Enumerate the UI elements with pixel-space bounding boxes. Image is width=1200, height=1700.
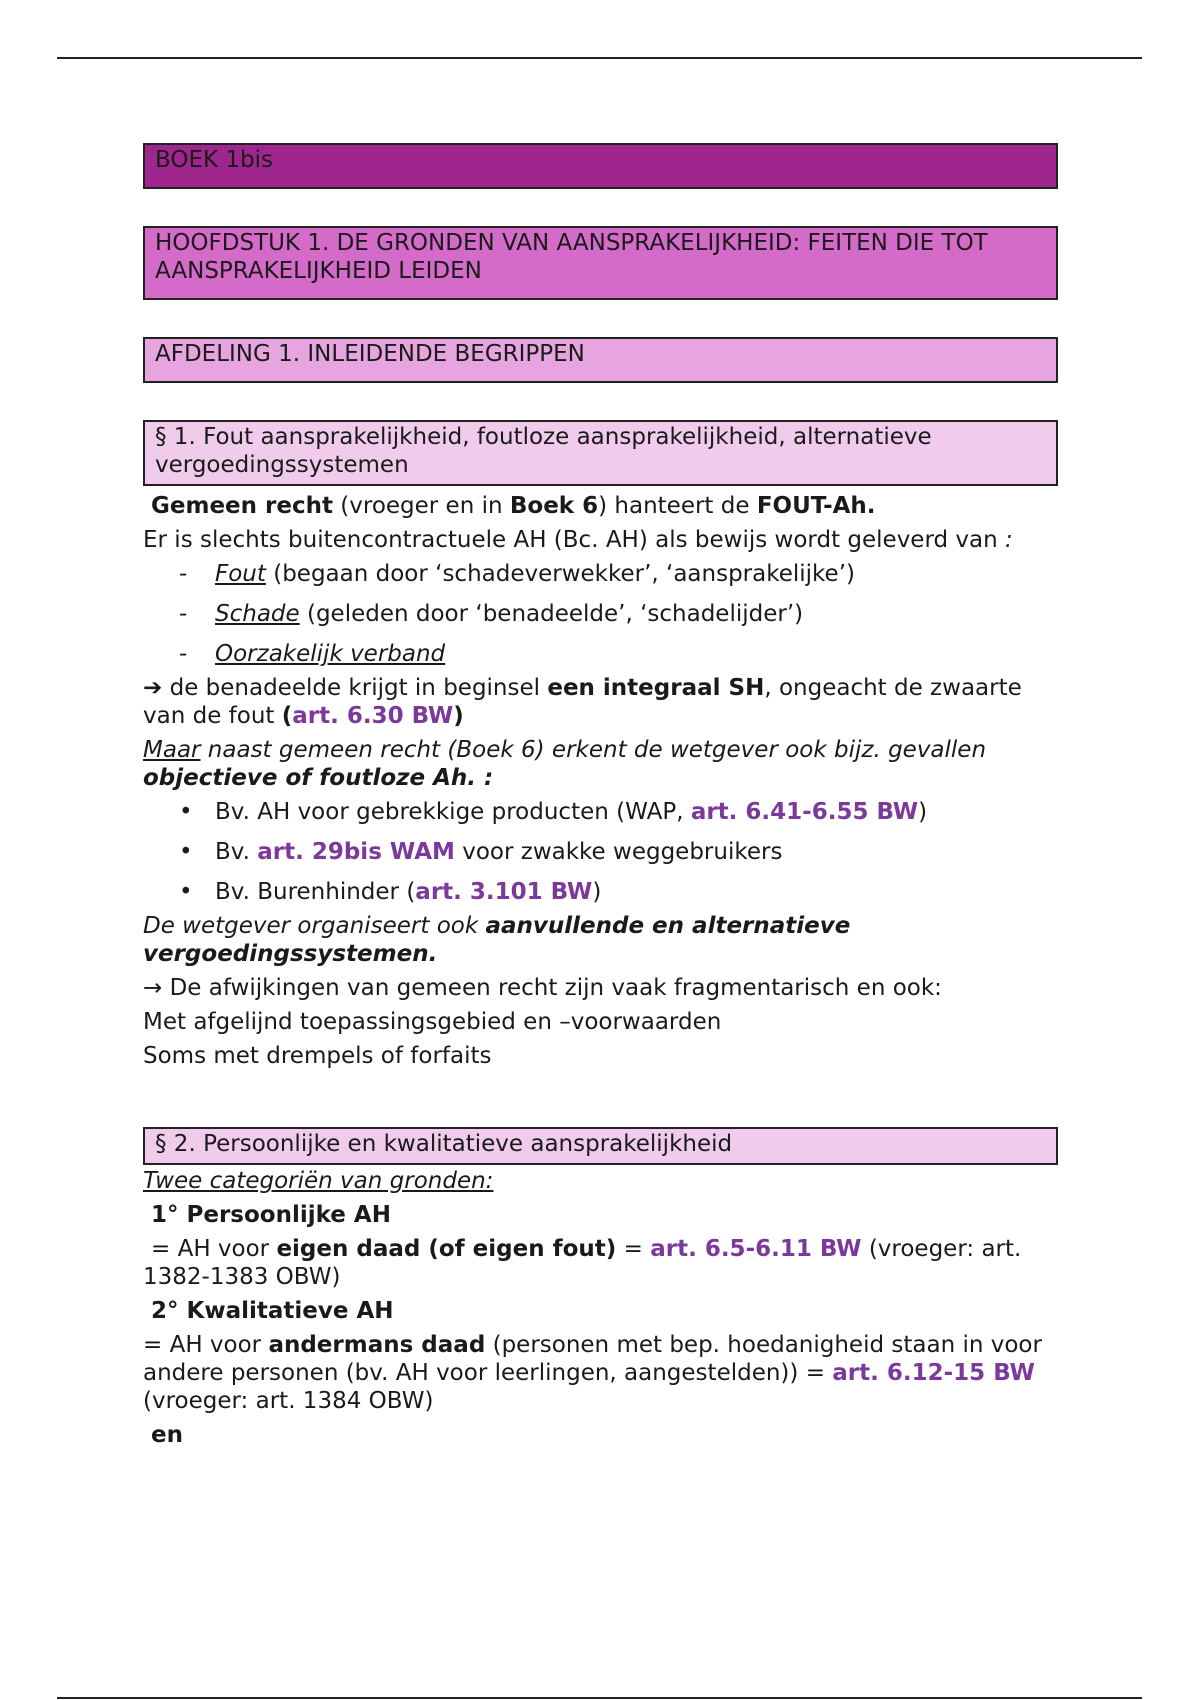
- arrow-icon: ➔: [143, 675, 163, 701]
- term-persoonlijke-ah: 1° Persoonlijke AH: [151, 1202, 391, 1228]
- text: (: [281, 703, 293, 729]
- term-vergoedingssystemen: aanvullende en alternatieve vergoedingssystemen.: [143, 913, 851, 967]
- afwijkingen-line: [143, 974, 1058, 1002]
- list-item: [143, 594, 1058, 634]
- heading-hoofdstuk: [143, 226, 1058, 300]
- dash-icon: -: [179, 601, 188, 627]
- article-ref: art. 6.5-6.11 BW: [650, 1236, 862, 1262]
- list-item: [143, 634, 1058, 674]
- heading-par2: [143, 1127, 1058, 1165]
- document-body: [143, 143, 1058, 1449]
- term-fout: Fout: [215, 561, 266, 587]
- term-gemeen-recht: Gemeen recht: [151, 493, 333, 519]
- article-ref: art. 3.101 BW: [415, 879, 593, 905]
- bullet-icon: •: [179, 879, 193, 905]
- bullet-icon: •: [179, 839, 193, 865]
- heading-par1: [143, 420, 1058, 486]
- kwalitatieve-heading: [143, 1297, 1058, 1325]
- list-item: [143, 554, 1058, 594]
- term-oorzakelijk-verband: Oorzakelijk verband: [215, 641, 446, 667]
- term-eigen-daad: eigen daad (of eigen fout): [276, 1236, 617, 1262]
- heading-boek: [143, 143, 1058, 189]
- text: , ongeacht de zwaarte van de fout: [143, 675, 1022, 729]
- persoonlijke-paragraph: [143, 1235, 1058, 1291]
- requirements-list: [143, 554, 1058, 674]
- term-fout-ah: FOUT-Ah.: [756, 493, 876, 519]
- text: Bv. AH voor gebrekkige producten (WAP,: [215, 799, 691, 825]
- text: (vroeger en in: [332, 493, 510, 519]
- integraal-sh-paragraph: [143, 674, 1058, 730]
- bewijs-paragraph: [143, 526, 1058, 554]
- heading-afdeling-text: AFDELING 1. INLEIDENDE BEGRIPPEN: [155, 341, 585, 367]
- gemeen-recht-line: [143, 492, 1058, 520]
- article-ref: art. 29bis WAM: [257, 839, 455, 865]
- text: :: [997, 527, 1013, 553]
- list-item: [143, 792, 1058, 832]
- text: ) hanteert de: [598, 493, 757, 519]
- text: (personen met bep. hoedanigheid staan in voor andere personen (bv. AH voor leerlingen, aangestelden)) =: [143, 1332, 1042, 1386]
- heading-par1-text: § 1. Fout aansprakelijkheid, foutloze aansprakelijkheid, alternatieve vergoedingssystemen: [155, 424, 932, 478]
- drempels-line: [143, 1042, 1058, 1070]
- maar-paragraph: [143, 736, 1058, 792]
- text: Bv.: [215, 839, 258, 865]
- text: Twee categoriën van gronden:: [143, 1168, 494, 1194]
- text: voor zwakke weggebruikers: [454, 839, 783, 865]
- text: Bv. Burenhinder (: [215, 879, 416, 905]
- term-andermans-daad: andermans daad: [268, 1332, 486, 1358]
- article-ref: art. 6.12-15 BW: [832, 1360, 1035, 1386]
- text: ): [918, 799, 928, 825]
- text: = AH voor: [143, 1332, 269, 1358]
- heading-par2-text: § 2. Persoonlijke en kwalitatieve aansprakelijkheid: [155, 1131, 733, 1157]
- text: (geleden door ‘benadeelde’, ‘schadelijder’): [299, 601, 804, 627]
- heading-boek-text: BOEK 1bis: [155, 147, 274, 173]
- en-line: [143, 1421, 1058, 1449]
- top-rule: [57, 57, 1142, 59]
- text: ): [453, 703, 464, 729]
- text: → De afwijkingen van gemeen recht zijn vaak fragmentarisch en ook:: [143, 975, 942, 1001]
- alternatieve-paragraph: [143, 912, 1058, 968]
- kwalitatieve-paragraph: [143, 1331, 1058, 1415]
- text: de benadeelde krijgt in beginsel: [162, 675, 548, 701]
- text: (begaan door ‘schadeverwekker’, ‘aansprakelijke’): [265, 561, 855, 587]
- heading-afdeling: [143, 337, 1058, 383]
- term-integraal-sh: een integraal SH: [547, 675, 765, 701]
- text: naast gemeen recht (Boek 6) erkent de wetgever ook bijz. gevallen: [200, 737, 987, 763]
- text: (vroeger: art. 1384 OBW): [143, 1388, 434, 1414]
- term-en: en: [151, 1422, 183, 1448]
- text: De wetgever organiseert ook: [143, 913, 486, 939]
- examples-list: [143, 792, 1058, 912]
- heading-hoofdstuk-text: HOOFDSTUK 1. DE GRONDEN VAN AANSPRAKELIJKHEID: FEITEN DIE TOT AANSPRAKELIJKHEID LEIDEN: [155, 230, 988, 284]
- text: =: [616, 1236, 651, 1262]
- categorien-line: [143, 1167, 1058, 1195]
- text: Met afgelijnd toepassingsgebied en –voorwaarden: [143, 1009, 722, 1035]
- list-item: [143, 832, 1058, 872]
- term-schade: Schade: [215, 601, 300, 627]
- dash-icon: -: [179, 641, 188, 667]
- bottom-rule: [57, 1697, 1142, 1699]
- toepassingsgebied-line: [143, 1008, 1058, 1036]
- article-ref: art. 6.30 BW: [292, 703, 454, 729]
- dash-icon: -: [179, 561, 188, 587]
- text: (vroeger: art. 1382-1383 OBW): [143, 1236, 1022, 1290]
- text: ): [592, 879, 602, 905]
- text: = AH voor: [151, 1236, 277, 1262]
- term-maar: Maar: [143, 737, 201, 763]
- text: Soms met drempels of forfaits: [143, 1043, 492, 1069]
- persoonlijke-heading: [143, 1201, 1058, 1229]
- text: Er is slechts buitencontractuele AH (Bc. AH) als bewijs wordt geleverd van: [143, 527, 998, 553]
- term-objectieve-ah: objectieve of foutloze Ah. :: [143, 765, 494, 791]
- bullet-icon: •: [179, 799, 193, 825]
- list-item: [143, 872, 1058, 912]
- term-kwalitatieve-ah: 2° Kwalitatieve AH: [151, 1298, 394, 1324]
- term-boek6: Boek 6: [509, 493, 599, 519]
- article-ref: art. 6.41-6.55 BW: [690, 799, 919, 825]
